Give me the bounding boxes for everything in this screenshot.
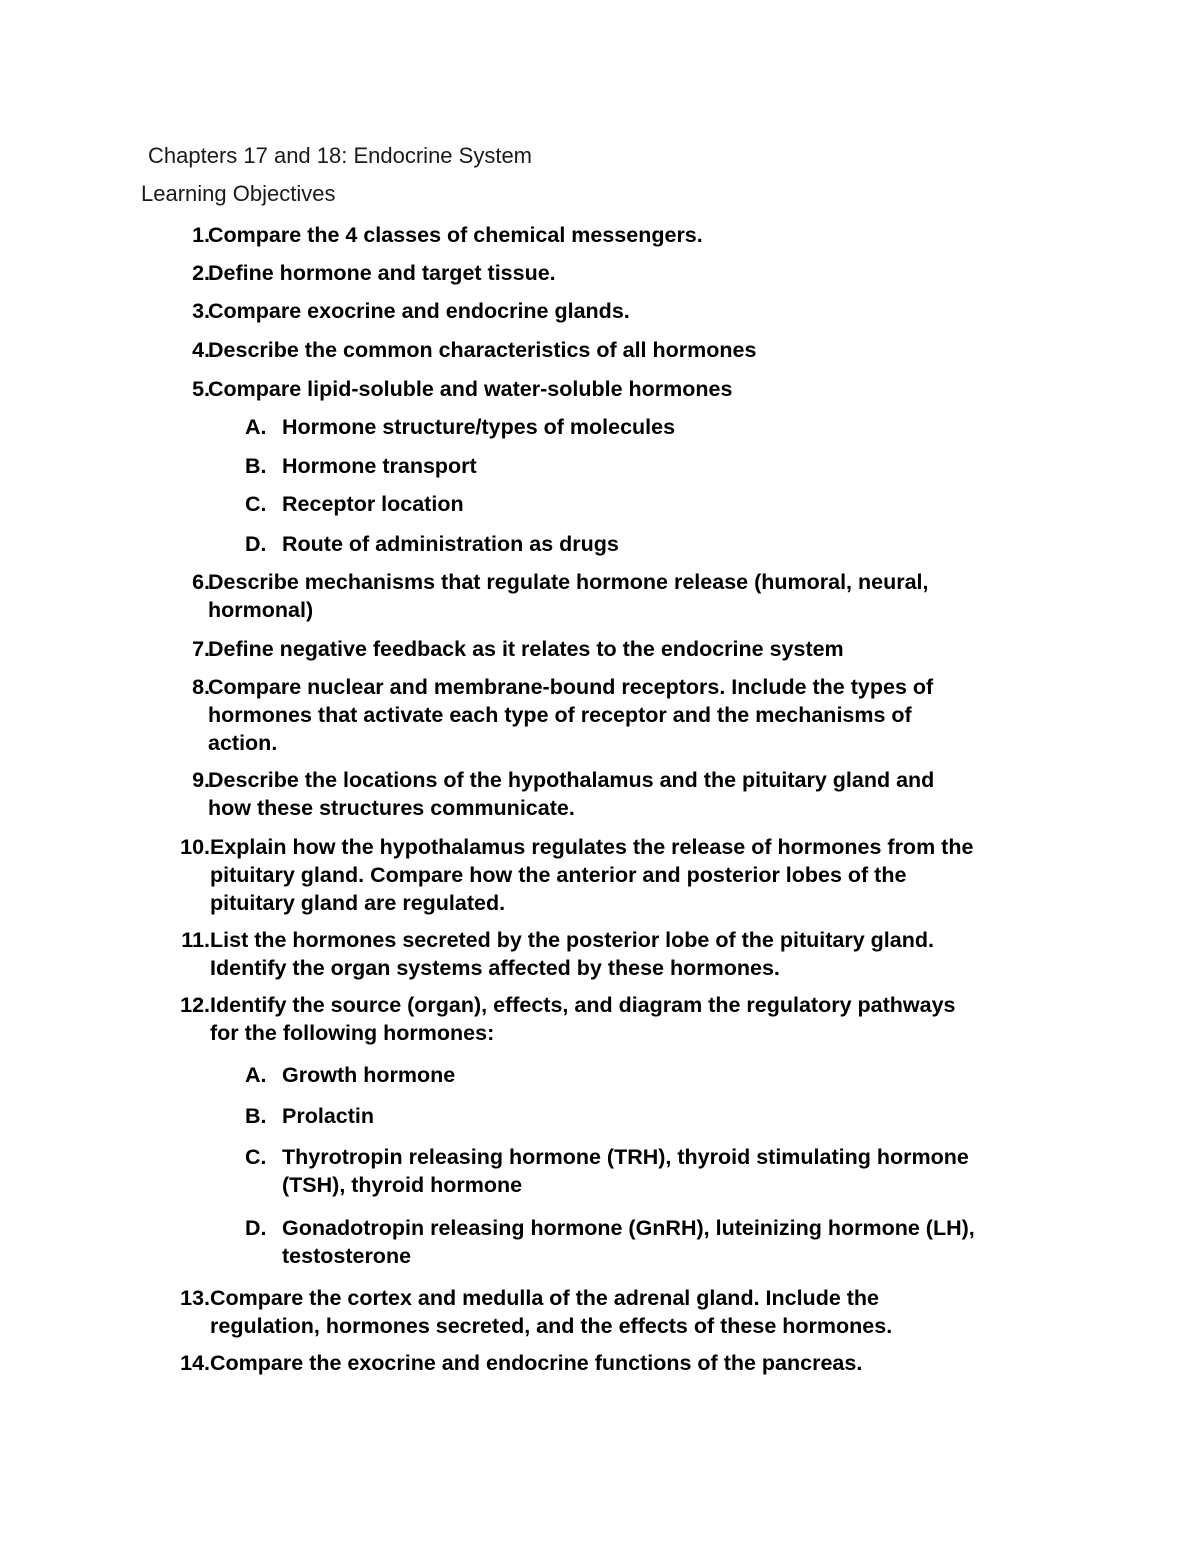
objective-number: 8.	[192, 675, 210, 699]
objective-number: 14.	[180, 1351, 210, 1375]
objective-line: Describe mechanisms that regulate hormone release (humoral, neural,	[208, 570, 929, 594]
objective-text	[208, 375, 732, 403]
objective-text	[208, 259, 556, 287]
objective-line: Identify the source (organ), effects, and diagram the regulatory pathways	[210, 993, 956, 1017]
objective-text	[208, 673, 933, 757]
objective-text	[208, 221, 703, 249]
sub-item-line: (TSH), thyroid hormone	[282, 1173, 523, 1197]
objective-line: Explain how the hypothalamus regulates the release of hormones from the	[210, 835, 974, 859]
objective-line: List the hormones secreted by the posterior lobe of the pituitary gland.	[210, 928, 934, 952]
objective-text	[208, 336, 756, 364]
objective-line: hormones that activate each type of receptor and the mechanisms of	[208, 703, 912, 727]
objective-text	[210, 833, 973, 917]
objective-number: 2.	[192, 261, 210, 285]
objective-number: 3.	[192, 299, 210, 323]
objective-text	[208, 297, 630, 325]
objective-line: pituitary gland are regulated.	[210, 891, 506, 915]
objective-number: 6.	[192, 570, 210, 594]
sub-item-letter: D.	[245, 1216, 267, 1240]
objective-text	[210, 926, 934, 982]
objective-line: Compare lipid-soluble and water-soluble hormones	[208, 377, 733, 401]
sub-item-text: Hormone transport	[282, 454, 477, 478]
objective-line: how these structures communicate.	[208, 796, 575, 820]
objective-line: hormonal)	[208, 598, 314, 622]
objective-text	[210, 991, 956, 1047]
sub-item-line: Thyrotropin releasing hormone (TRH), thyroid stimulating hormone	[282, 1145, 969, 1169]
objective-number: 7.	[192, 637, 210, 661]
objective-line: Compare the 4 classes of chemical messengers.	[208, 223, 703, 247]
objective-text	[208, 766, 934, 822]
sub-item-text: Receptor location	[282, 492, 464, 516]
sub-item-text	[282, 1214, 975, 1270]
objective-number: 12.	[180, 993, 210, 1017]
objective-number: 5.	[192, 377, 210, 401]
objective-line: Compare nuclear and membrane-bound receptors. Include the types of	[208, 675, 934, 699]
sub-item-text: Prolactin	[282, 1104, 374, 1128]
objective-line: Compare the cortex and medulla of the adrenal gland. Include the	[210, 1286, 880, 1310]
sub-item-text	[282, 1143, 969, 1199]
objective-text	[208, 635, 844, 663]
sub-item-letter: D.	[245, 532, 267, 556]
sub-item-line: testosterone	[282, 1244, 412, 1268]
objective-number: 9.	[192, 768, 210, 792]
objective-line: for the following hormones:	[210, 1021, 495, 1045]
objective-number: 4.	[192, 338, 210, 362]
sub-item-text: Hormone structure/types of molecules	[282, 415, 676, 439]
objective-line: Define hormone and target tissue.	[208, 261, 556, 285]
sub-item-letter: C.	[245, 492, 267, 516]
document-subtitle: Learning Objectives	[141, 181, 336, 206]
objective-line: Compare exocrine and endocrine glands.	[208, 299, 630, 323]
sub-item-text: Growth hormone	[282, 1063, 456, 1087]
sub-item-letter: C.	[245, 1145, 267, 1169]
objective-line: Define negative feedback as it relates to the endocrine system	[208, 637, 844, 661]
sub-item-text: Route of administration as drugs	[282, 532, 619, 556]
sub-item-letter: B.	[245, 1104, 267, 1128]
objective-line: regulation, hormones secreted, and the effects of these hormones.	[210, 1314, 893, 1338]
objective-number: 10.	[180, 835, 210, 859]
objective-line: pituitary gland. Compare how the anterior and posterior lobes of the	[210, 863, 907, 887]
objective-text	[208, 568, 929, 624]
objective-line: Describe the locations of the hypothalamus and the pituitary gland and	[208, 768, 935, 792]
objective-number: 11.	[181, 928, 210, 952]
objective-line: Describe the common characteristics of all hormones	[208, 338, 757, 362]
objective-line: Compare the exocrine and endocrine functions of the pancreas.	[210, 1351, 863, 1375]
objective-text	[210, 1349, 862, 1377]
sub-item-letter: A.	[245, 415, 267, 439]
sub-item-line: Gonadotropin releasing hormone (GnRH), luteinizing hormone (LH),	[282, 1216, 975, 1240]
objective-text	[210, 1284, 892, 1340]
sub-item-letter: B.	[245, 454, 267, 478]
objective-number: 13.	[180, 1286, 210, 1310]
objective-line: Identify the organ systems affected by these hormones.	[210, 956, 780, 980]
objective-number: 1.	[192, 223, 210, 247]
document-title: Chapters 17 and 18: Endocrine System	[148, 143, 533, 168]
objective-line: action.	[208, 731, 278, 755]
sub-item-letter: A.	[245, 1063, 267, 1087]
